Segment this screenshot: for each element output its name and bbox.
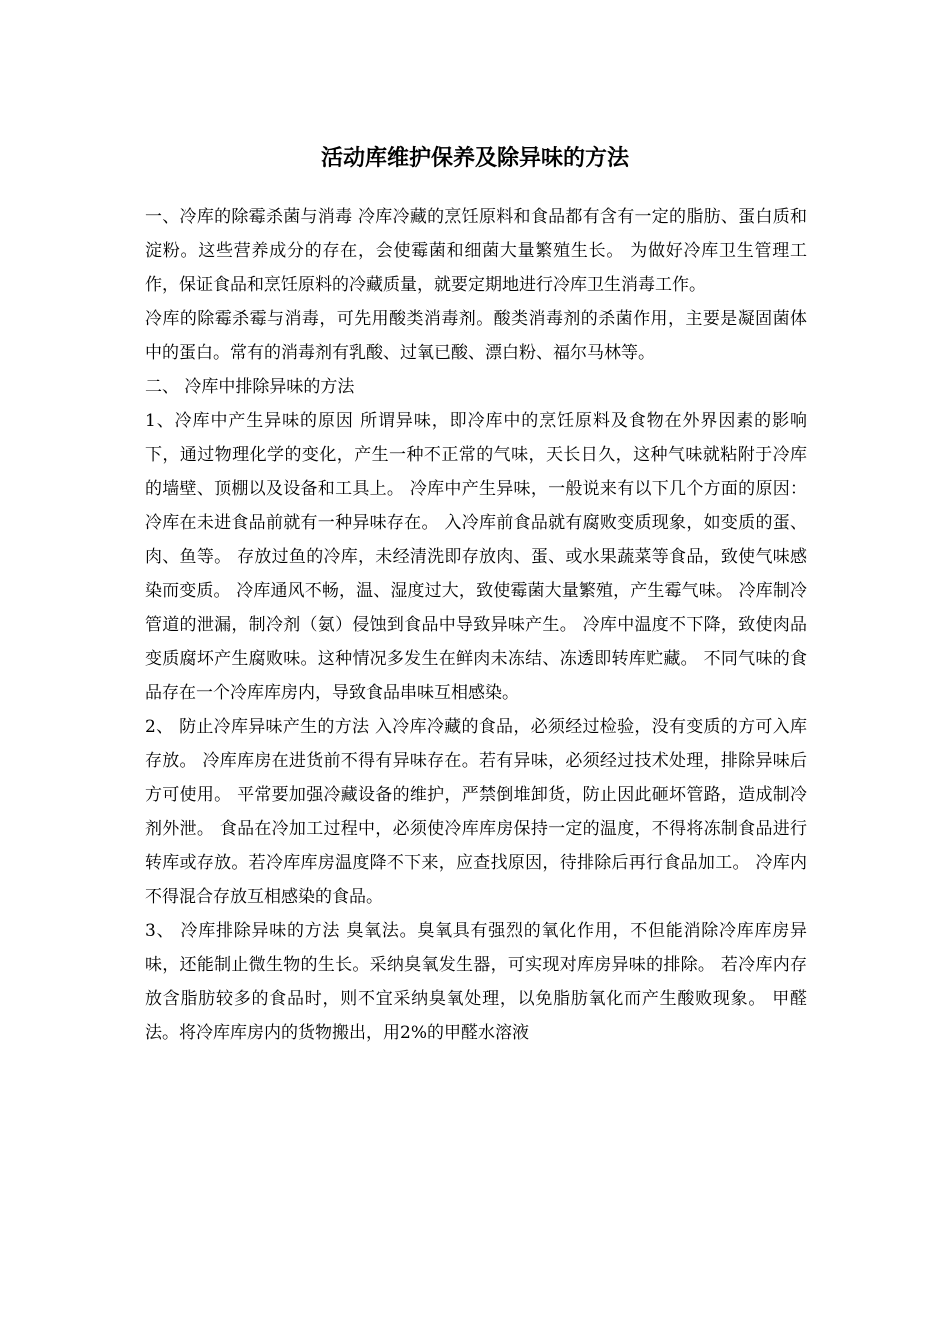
paragraph-acid-disinfectant: 冷库的除霉杀霉与消毒，可先用酸类消毒剂。酸类消毒剂的杀菌作用，主要是凝固菌体中的蛋白。常有的消毒剂有乳酸、过氧已酸、漂白粉、福尔马林等。 [145, 309, 807, 363]
paragraph-disinfection: 一、冷库的除霉杀菌与消毒 冷库冷藏的烹饪原料和食品都有含有一定的脂肪、蛋白质和淀粉。这些营养成分的存在，会使霉菌和细菌大量繁殖生长。 为做好冷库卫生管理工作，保证食品和烹饪原料的冷藏质量，就要定期地进行冷库卫生消毒工作。 [145, 207, 807, 295]
section-heading-odor-removal: 二、 冷库中排除异味的方法 [145, 377, 355, 397]
document-title: 活动库维护保养及除异味的方法 [320, 146, 629, 171]
paragraph-odor-removal-methods: 3、 冷库排除异味的方法 臭氧法。臭氧具有强烈的氧化作用，不但能消除冷库库房异味，还能制止微生物的生长。采纳臭氧发生器，可实现对库房异味的排除。 若冷库内存放含脂肪较多的食品时，则不宜采纳臭氧处理，以免脂肪氧化而产生酸败现象。 甲醛法。将冷库库房内的货物搬出，用2%的甲醛水溶液 [145, 921, 807, 1043]
paragraph-odor-causes: 1、冷库中产生异味的原因 所谓异味，即冷库中的烹饪原料及食物在外界因素的影响下，通过物理化学的变化，产生一种不正常的气味，天长日久，这种气味就粘附于冷库的墙壁、顶棚以及设备和工具上。 冷库中产生异味，一般说来有以下几个方面的原因： 冷库在未进食品前就有一种异味存在。 入冷库前食品就有腐败变质现象，如变质的蛋、肉、鱼等。 存放过鱼的冷库，未经清洗即存放肉、蛋、或水果蔬菜等食品，致使气味感染而变质。 冷库通风不畅，温、湿度过大，致使霉菌大量繁殖，产生霉气味。 冷库制冷管道的泄漏，制冷剂（氨）侵蚀到食品中导致异味产生。 冷库中温度不下降，致使肉品变质腐坏产生腐败味。这种情况多发生在鲜肉未冻结、冻透即转库贮藏。 不同气味的食品存在一个冷库库房内，导致食品串味互相感染。 [145, 411, 807, 703]
document-body [145, 200, 807, 1050]
paragraph-odor-prevention: 2、 防止冷库异味产生的方法 入冷库冷藏的食品，必须经过检验，没有变质的方可入库存放。 冷库库房在进货前不得有异味存在。若有异味，必须经过技术处理，排除异味后方可使用。 平常要加强冷藏设备的维护，严禁倒堆卸货，防止因此砸坏管路，造成制冷剂外泄。 食品在冷加工过程中，必须使冷库库房保持一定的温度，不得将冻制食品进行转库或存放。若冷库库房温度降不下来，应查找原因，待排除后再行食品加工。 冷库内不得混合存放互相感染的食品。 [145, 717, 807, 907]
